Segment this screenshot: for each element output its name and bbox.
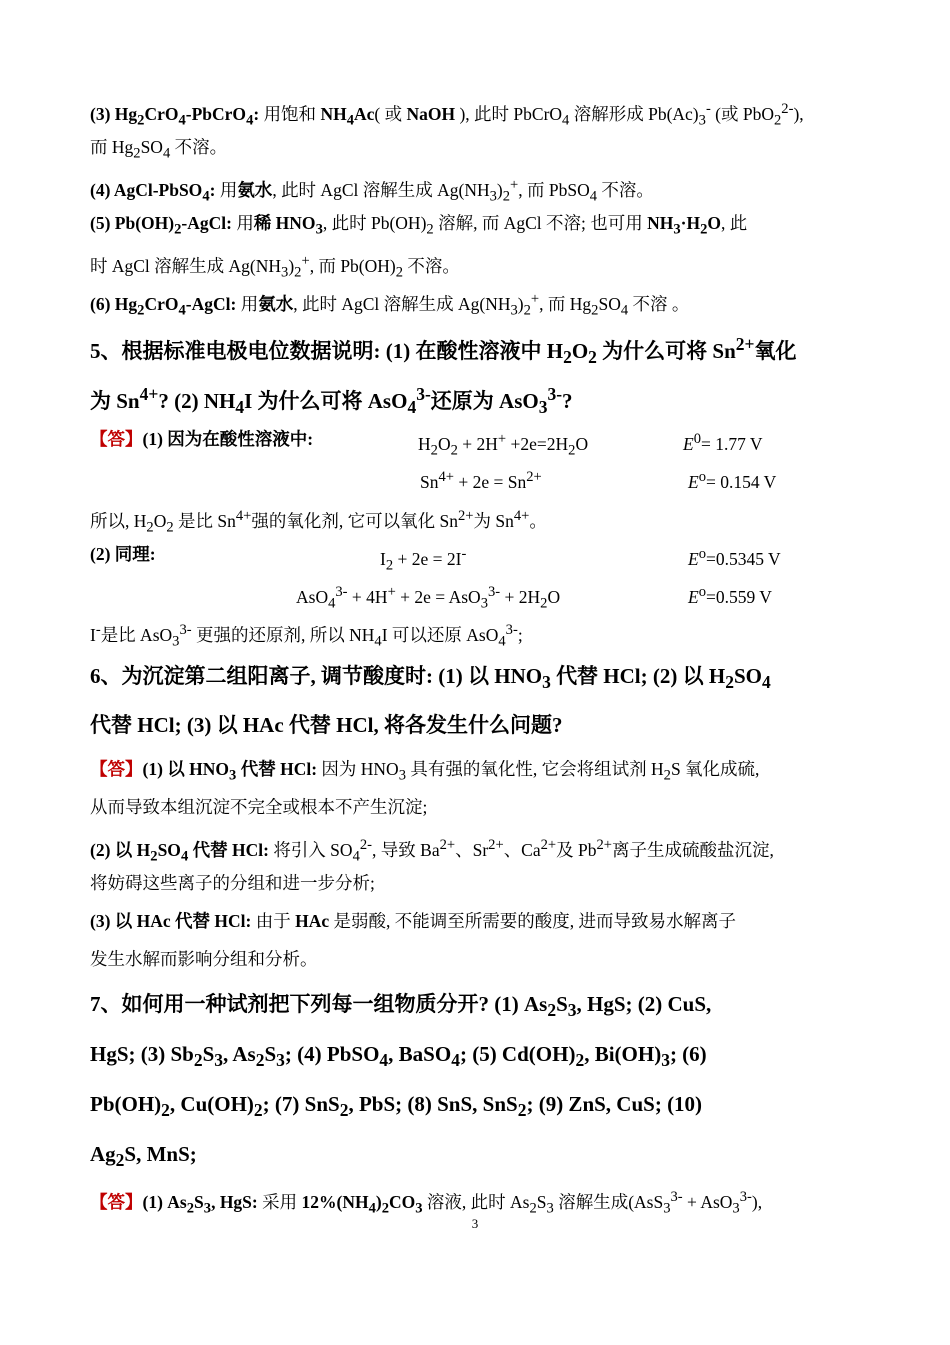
text-line: I-是比 AsO$_3^{3-}$ 更强的还原剂, 所以 $NH_4I$ 可以还原 AsO$_4^{3-}$; <box>90 622 523 650</box>
text-line: 【答】(1) $As_2S_3$, HgS: 采用 $12\%(NH_4)_2CO_3$ 溶液, 此时 $As_2S_3$ 溶解生成(AsS$_3^{3-}$ + AsO$_3^{3-}$), <box>90 1189 763 1217</box>
answer-label: 【答】(1) 因为在酸性溶液中: <box>90 429 314 449</box>
question-heading: 为 $Sn^{4+}$? (2) $NH_4I$ 为什么可将 AsO$_4^{3-}$还原为 AsO$_3^{3-}$? <box>90 384 573 418</box>
text-line: (2) 以 $H_2SO_4$ 代替 HCl: 将引入 $SO_4^{2-}$, 导致 $Ba^{2+}$、$Sr^{2+}$、$Ca^{2+}$及 $Pb^{2+}$离子生成硫酸盐沉淀, <box>90 837 774 865</box>
text-line: 而 $Hg_2SO_4$ 不溶。 <box>90 137 228 162</box>
text-line: 【答】(1) 以 $HNO_3$ 代替 HCl: 因为 $HNO_3$ 具有强的氧化性, 它会将组试剂 $H_2S$ 氧化成硫, <box>90 759 760 784</box>
text-line: 从而导致本组沉淀不完全或根本不产生沉淀; <box>90 797 428 817</box>
answer-label: (2) 同理: <box>90 544 156 564</box>
question-heading: 代替 HCl; (3) 以 HAc 代替 HCl, 将各发生什么问题? <box>90 713 563 737</box>
text-line: 时 AgCl 溶解生成 $Ag(NH_3)_2^+$, 而 $Pb(OH)_2$ 不溶。 <box>90 253 460 281</box>
question-heading: 5、根据标准电极电位数据说明: (1) 在酸性溶液中 $H_2O_2$ 为什么可将 $Sn^{2+}$氧化 <box>90 334 797 368</box>
equation: $H_2O_2 + 2H^+ +2e=2H_2O$ <box>418 431 589 459</box>
text-line: 发生水解而影响分组和分析。 <box>90 949 318 969</box>
page-number: 3 <box>471 1216 479 1231</box>
question-heading: $Pb(OH)_2$, $Cu(OH)_2$; (7) SnS$_2$, PbS; (8) SnS, SnS$_2$; (9) ZnS, CuS; (10) <box>90 1092 703 1121</box>
equation: $I_2 + 2e = 2I^-$ <box>380 546 467 574</box>
question-heading: $Ag_2S$, MnS; <box>90 1142 197 1171</box>
equation: $AsO_4^{3-} + 4H^+ + 2e = AsO_3^{3-} + 2H_2O$ <box>296 584 561 612</box>
text-line: (4) AgCl-PbSO$_4$: 用氨水, 此时 AgCl 溶解生成 $Ag(NH_3)_2^+$, 而 PbSO$_4$ 不溶。 <box>90 177 654 205</box>
text-line: (5) $Pb(OH)_2$-AgCl: 用稀 $HNO_3$, 此时 $Pb(OH)_2$ 溶解, 而 AgCl 不溶; 也可用 $NH_3\cdot H_2O$, 此 <box>90 213 748 238</box>
equation: $Sn^{4+} + 2e = Sn^{2+}$ <box>420 469 542 492</box>
text-line: (3) $Hg_2CrO_4-PbCrO_4$: 用饱和 $NH_4Ac$( 或 NaOH ), 此时 PbCrO$_4$ 溶解形成 $Pb(Ac)_3^-$ (或 PbO$_2^{2-}$), <box>90 101 804 129</box>
potential-value: $E^o=0.5345$ V <box>688 546 781 569</box>
text-line: (3) 以 HAc 代替 HCl: 由于 HAc 是弱酸, 不能调至所需要的酸度, 进而导致易水解离子 <box>90 911 737 931</box>
potential-value: $E^o=0.559$ V <box>688 584 772 607</box>
text-line: 所以, $H_2O_2$ 是比 $Sn^{4+}$强的氧化剂, 它可以氧化 $Sn^{2+}$为 $Sn^{4+}$。 <box>90 508 547 536</box>
text-line: (6) $Hg_2CrO_4$-AgCl: 用氨水, 此时 AgCl 溶解生成 $Ag(NH_3)_2^+$, 而 $Hg_2SO_4$ 不溶 。 <box>90 291 690 319</box>
potential-value: $E^o= 0.154$ V <box>688 469 777 492</box>
question-heading: 7、如何用一种试剂把下列每一组物质分开? (1) $As_2S_3$, HgS; (2) CuS, <box>90 992 712 1021</box>
text-line: 将妨碍这些离子的分组和进一步分析; <box>90 873 375 893</box>
potential-value: $E^0= 1.77$ V <box>683 431 763 454</box>
question-heading: HgS; (3) $Sb_2S_3$, $As_2S_3$; (4) PbSO$_4$, BaSO$_4$; (5) $Cd(OH)_2$, $Bi(OH)_3$; (6) <box>90 1042 707 1071</box>
question-heading: 6、为沉淀第二组阳离子, 调节酸度时: (1) 以 $HNO_3$ 代替 HCl; (2) 以 $H_2SO_4$ <box>90 664 771 693</box>
